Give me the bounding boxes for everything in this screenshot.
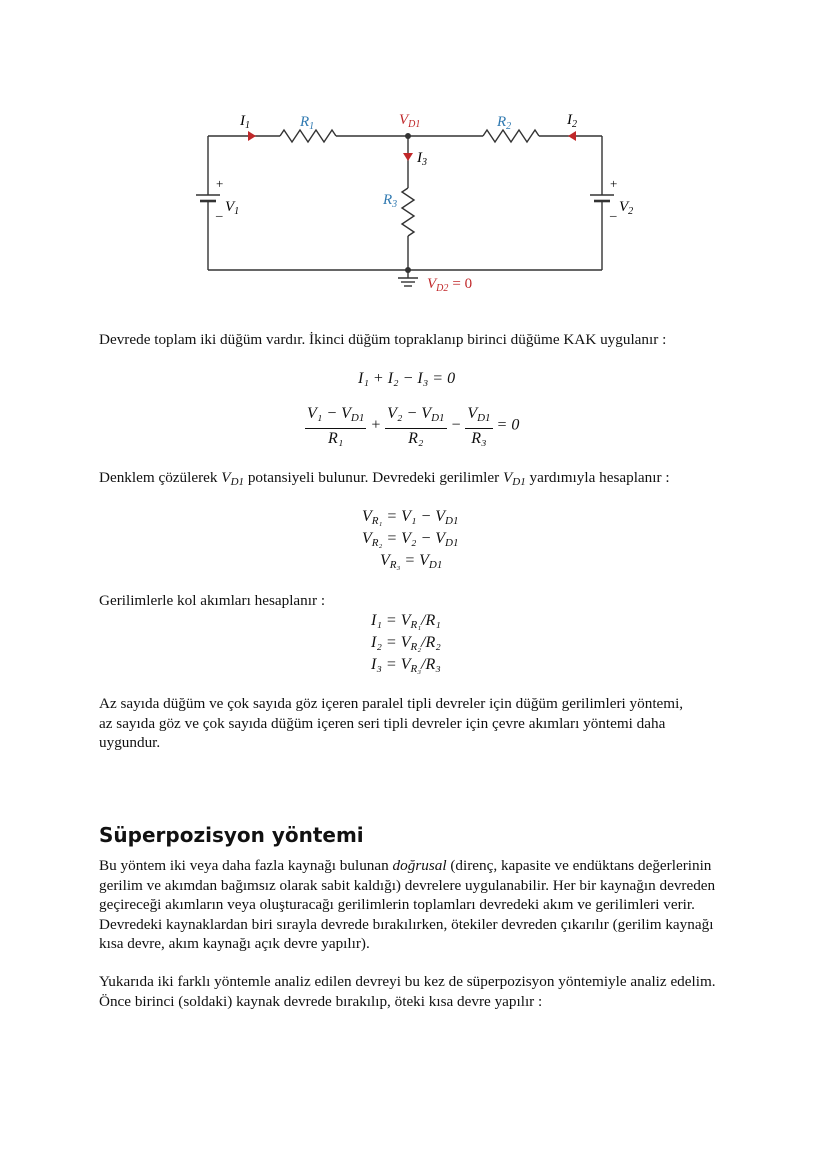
label-v2-plus: + [610,176,618,191]
resistor-r3 [402,188,414,236]
label-v1: $V_1$ [225,199,240,217]
section-heading: Süperpozisyon yöntemi [99,823,364,847]
label-i1: $I_1$ [240,113,250,131]
fraction-2: $\frac{V_2 - V_{D1}}{\text{R₂}}$ [387,405,445,447]
current-arrow-i3 [403,153,413,161]
current-arrow-i1 [248,131,256,141]
paragraph-method-comparison: Az sayıda düğüm ve çok sayıda göz içeren paralel tipli devreler için düğüm gerilimleri yöntemi, az sayıda göz ve çok sayıda düğüm içeren seri tipli devreler için çevre akımları yöntemi daha uygundur. [99,695,684,751]
node-d1-dot [405,133,411,139]
circuit-diagram [150,100,670,305]
resistor-r1 [280,130,336,142]
equation-node: $\frac{V_1 - V_{D1}}{\text{R₁}}$ + $\frac{V_2 - V_{D1}}{\text{R₂}}$ − $\frac{V_{D1}}{\text{R₃}}$ = 0 [307,405,520,447]
label-vd2: $V_{D2} = 0$ [427,276,473,294]
fraction-3: $\frac{V_{D1}}{\text{R₃}}$ [467,405,491,447]
equation-i2: $I_2 = V_{R_2}/R_2$ [371,634,441,653]
paragraph-solve: Denklem çözülerek $V_{D1}$ potansiyeli bulunur. Devredeki gerilimler $V_{D1}$ yardımıyla hesaplanır : [99,469,670,488]
equation-kcl: I₁ + I₂ − I₃ = 0 [358,370,456,387]
equation-i3: $I_3 = V_{R_3}/R_3$ [371,656,441,675]
label-v1-plus: + [216,176,224,191]
label-r2: $R_2$ [497,114,512,132]
paragraph-currents: Gerilimlerle kol akımları hesaplanır : [99,592,326,609]
paragraph-analysis: Yukarıda iki farklı yöntemle analiz edilen devreyi bu kez de süperpozisyon yöntemiyle analiz edelim. Önce birinci (soldaki) kaynak devrede bırakılıp, öteki kısa devre yapılır : [99,973,716,1010]
paragraph-superposition: Bu yöntem iki veya daha fazla kaynağı bulunan doğrusal (direnç, kapasite ve endüktans değerlerinin gerilim ve akımdan bağımsız olarak sabit kaldığı) devrelere uygulanabilir. Her bir kaynağın devreden geçireceği akımların veya oluşturacağı gerilimlerin toplamları devredeki akım ve gerilimleri verir. Devredeki kaynaklardan biri sırayla devrede bırakılırken, ötekiler devreden çıkarılır (gerilim kaynağı kısa devre, akım kaynağı açık devre yapılır). [99,857,716,952]
label-i2: $I_2$ [567,112,577,130]
label-i3: $I_3$ [417,150,427,168]
label-r1: $R_1$ [300,114,315,132]
label-vd1: $V_{D1}$ [399,112,421,130]
equation-vr3: $V_{R_3} = V_{D1}$ [380,552,443,571]
label-v1-minus: _ [216,203,223,218]
equation-vr1: $V_{R_1} = V_1 - V_{D1}$ [362,508,459,527]
fraction-1: $\frac{V_1 - V_{D1}}{\text{R₁}}$ [307,405,365,447]
label-r3: $R_3$ [383,192,398,210]
current-arrow-i2 [568,131,576,141]
node-d2-dot [405,267,411,273]
label-v2-minus: _ [610,203,617,218]
equation-vr2: $V_{R_2} = V_2 - V_{D1}$ [362,530,459,549]
label-v2: $V_2$ [619,199,634,217]
equation-i1: $I_1 = V_{R_1}/R_1$ [371,612,441,631]
paragraph-kak: Devrede toplam iki düğüm vardır. İkinci düğüm topraklanıp birinci düğüme KAK uygulanır : [99,331,667,348]
